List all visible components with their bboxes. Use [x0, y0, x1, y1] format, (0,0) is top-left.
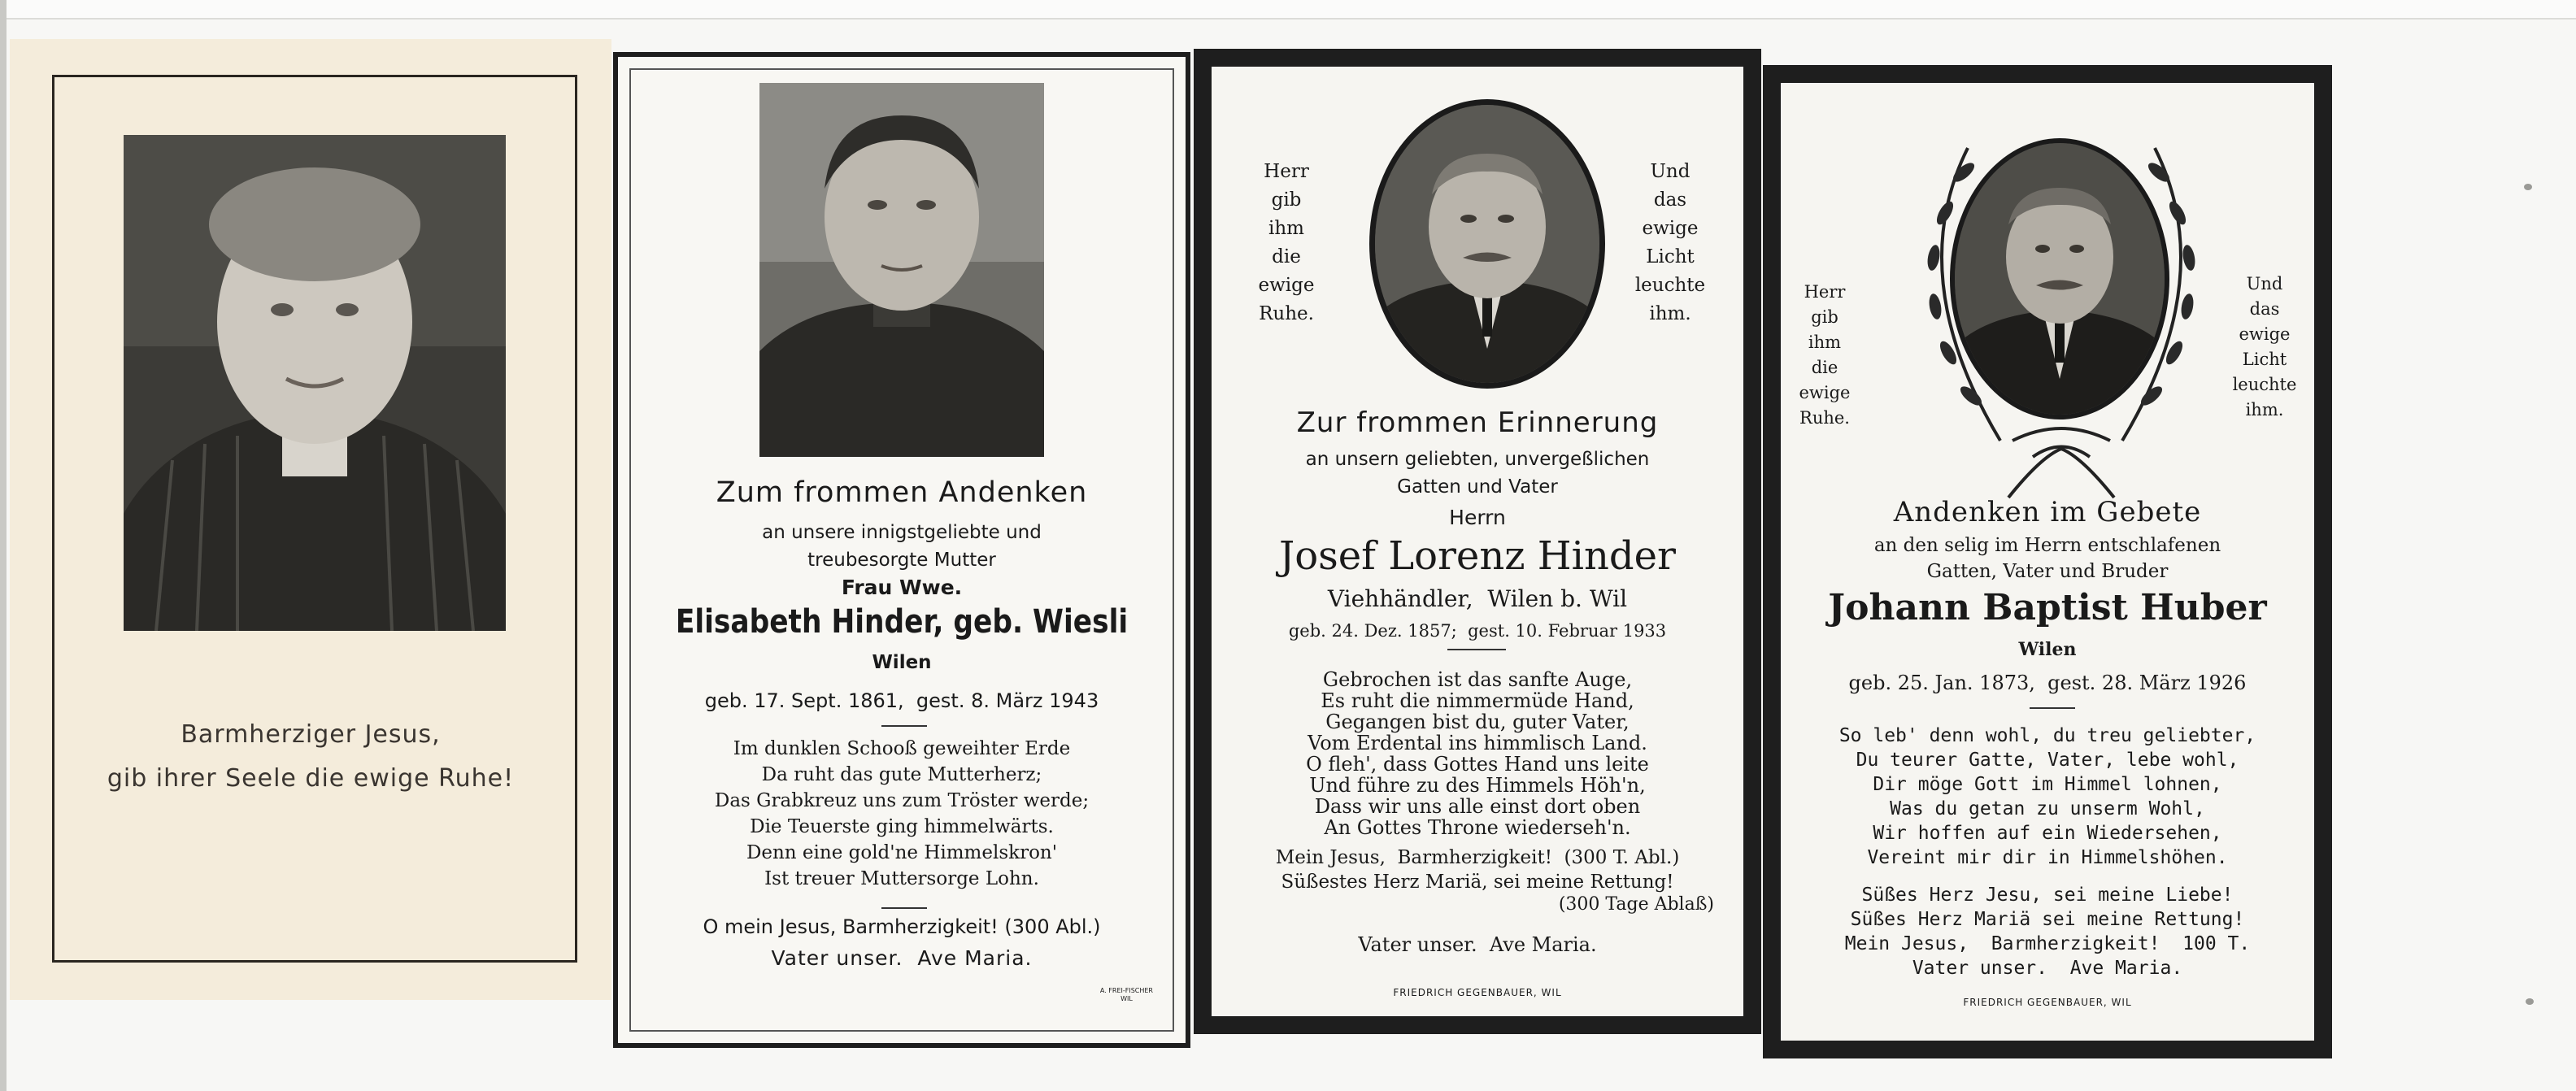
poem-line: Die Teuerste ging himmelwärts. [750, 816, 1054, 837]
intro-line-1: an unsere innigstgeliebte und [762, 522, 1042, 543]
poem-line: Das Grabkreuz uns zum Tröster werde; [714, 790, 1090, 811]
prayer-line: Süßes Herz Mariä sei meine Rettung! [1850, 909, 2245, 930]
residence: Wilen [872, 652, 932, 673]
poem-line: Vereint mir dir in Himmelshöhen. [1867, 847, 2228, 868]
verse-line: ihm. [1649, 303, 1691, 324]
printer-mark: FRIEDRICH GEGENBAUER, WIL [1963, 997, 2132, 1008]
dust-speck [2526, 998, 2534, 1005]
card-heading: Zur frommen Erinnerung [1296, 406, 1659, 439]
prayer-line: (300 Tage Ablaß) [1558, 894, 1714, 915]
verse-line: ewige [2239, 324, 2291, 344]
poem-line: Gebrochen ist das sanfte Auge, [1322, 668, 1633, 691]
verse-line: Herr [1804, 282, 1846, 302]
intro-line-2: treubesorgte Mutter [807, 550, 996, 571]
poem-line: Es ruht die nimmermüde Hand, [1321, 689, 1634, 712]
prayer-line: Vater unser. Ave Maria. [771, 946, 1033, 970]
intro-line-1: an den selig im Herrn entschlafenen [1873, 535, 2221, 556]
verse-line: das [2249, 299, 2280, 319]
verse-line: ewige [1258, 275, 1315, 296]
caption-line-2: gib ihrer Seele die ewige Ruhe! [107, 764, 515, 793]
portrait-photo-man [1950, 138, 2169, 419]
verse-line: ihm [1808, 333, 1842, 352]
life-dates: geb. 24. Dez. 1857; gest. 10. Februar 1933 [1288, 621, 1667, 641]
verse-line: Licht [1646, 246, 1695, 267]
printer-mark: FRIEDRICH GEGENBAUER, WIL [1393, 987, 1562, 998]
poem-line: Dir möge Gott im Himmel lohnen, [1873, 774, 2222, 795]
poem-line: Ist treuer Muttersorge Lohn. [764, 868, 1039, 889]
life-dates: geb. 25. Jan. 1873, gest. 28. März 1926 [1848, 672, 2247, 694]
poem-line: Dass wir uns alle einst dort oben [1314, 795, 1641, 818]
intro-line-2: Gatten, Vater und Bruder [1926, 561, 2169, 582]
card-heading: Andenken im Gebete [1893, 496, 2202, 528]
scan-left-edge [0, 0, 7, 1091]
memorial-card-4 [1763, 65, 2332, 1058]
memorial-card-2 [613, 52, 1190, 1048]
portrait-photo-woman [124, 135, 506, 631]
verse-line: ewige [1642, 218, 1699, 239]
life-dates: geb. 17. Sept. 1861, gest. 8. März 1943 [704, 689, 1099, 712]
caption-line-1: Barmherziger Jesus, [181, 720, 441, 749]
verse-line: ewige [1799, 383, 1851, 402]
poem-line: Gegangen bist du, guter Vater, [1325, 711, 1630, 733]
poem-line: An Gottes Throne wiederseh'n. [1324, 816, 1631, 839]
intro-line-1: an unsern geliebten, unvergeßlichen [1305, 449, 1650, 470]
occupation: Viehhändler, Wilen b. Wil [1327, 585, 1628, 612]
poem-line: So leb' denn wohl, du treu geliebter, [1838, 725, 2256, 746]
poem-line: O fleh', dass Gottes Hand uns leite [1306, 753, 1649, 776]
portrait-photo-woman [759, 83, 1044, 457]
verse-line: die [1811, 358, 1838, 377]
deceased-title: Frau Wwe. [841, 576, 963, 599]
divider [881, 907, 927, 909]
poem-line: Und führe zu des Himmels Höh'n, [1309, 774, 1646, 797]
prayer-line: Vater unser. Ave Maria. [1358, 933, 1597, 956]
poem-line: Wir hoffen auf ein Wiedersehen, [1873, 823, 2222, 844]
deceased-name: Elisabeth Hinder, geb. Wiesli [675, 603, 1129, 641]
prayer-line: Mein Jesus, Barmherzigkeit! 100 T. [1844, 933, 2251, 954]
verse-line: leuchte [1634, 275, 1706, 296]
dust-speck [2524, 184, 2532, 190]
prayer-line: Mein Jesus, Barmherzigkeit! (300 T. Abl.) [1275, 847, 1680, 868]
divider [2030, 707, 2075, 709]
verse-line: leuchte [2232, 375, 2297, 394]
poem-line: Im dunklen Schooß geweihter Erde [733, 738, 1071, 759]
poem-line: Da ruht das gute Mutterherz; [761, 764, 1042, 785]
divider [881, 725, 927, 727]
deceased-name: Josef Lorenz Hinder [1279, 533, 1676, 579]
verse-line: Ruhe. [1799, 408, 1850, 428]
poem-line: Was du getan zu unserm Wohl, [1890, 798, 2205, 819]
verse-line: gib [1271, 189, 1302, 211]
verse-line: Herr [1264, 161, 1309, 182]
right-verse [1630, 158, 1711, 328]
prayer-line: Süßes Herz Jesu, sei meine Liebe! [1861, 885, 2234, 906]
verse-line: Und [1650, 161, 1690, 182]
scan-top-edge [0, 0, 2576, 20]
verse-line: ihm. [2245, 400, 2284, 419]
verse-line: Ruhe. [1259, 303, 1314, 324]
left-verse [1792, 280, 1857, 431]
poem-line: Vom Erdental ins himmlisch Land. [1308, 732, 1647, 754]
verse-line: die [1272, 246, 1301, 267]
prayer-line: Süßestes Herz Mariä, sei meine Rettung! [1281, 871, 1674, 893]
verse-line: Und [2246, 274, 2283, 293]
intro-line-2: Gatten und Vater [1397, 476, 1558, 498]
portrait-photo-man [1369, 99, 1605, 389]
poem-line: Du teurer Gatte, Vater, lebe wohl, [1856, 750, 2239, 771]
verse-line: ihm [1268, 218, 1304, 239]
prayer-line: Vater unser. Ave Maria. [1912, 958, 2183, 979]
verse-line: das [1653, 189, 1687, 211]
card-heading: Zum frommen Andenken [716, 476, 1088, 509]
deceased-name: Johann Baptist Huber [1828, 587, 2267, 628]
verse-line: gib [1811, 307, 1838, 327]
divider [1447, 649, 1506, 650]
prayer-line: O mein Jesus, Barmherzigkeit! (300 Abl.) [703, 915, 1101, 938]
residence: Wilen [2018, 639, 2077, 660]
memorial-card-1 [10, 39, 611, 1000]
left-verse [1254, 158, 1319, 328]
printer-mark: A. FREI-FISCHER WIL [1099, 987, 1153, 1002]
deceased-title: Herrn [1449, 506, 1506, 529]
verse-line: Licht [2242, 350, 2287, 369]
memorial-card-3 [1194, 49, 1761, 1034]
poem-line: Denn eine gold'ne Himmelskron' [746, 842, 1058, 863]
